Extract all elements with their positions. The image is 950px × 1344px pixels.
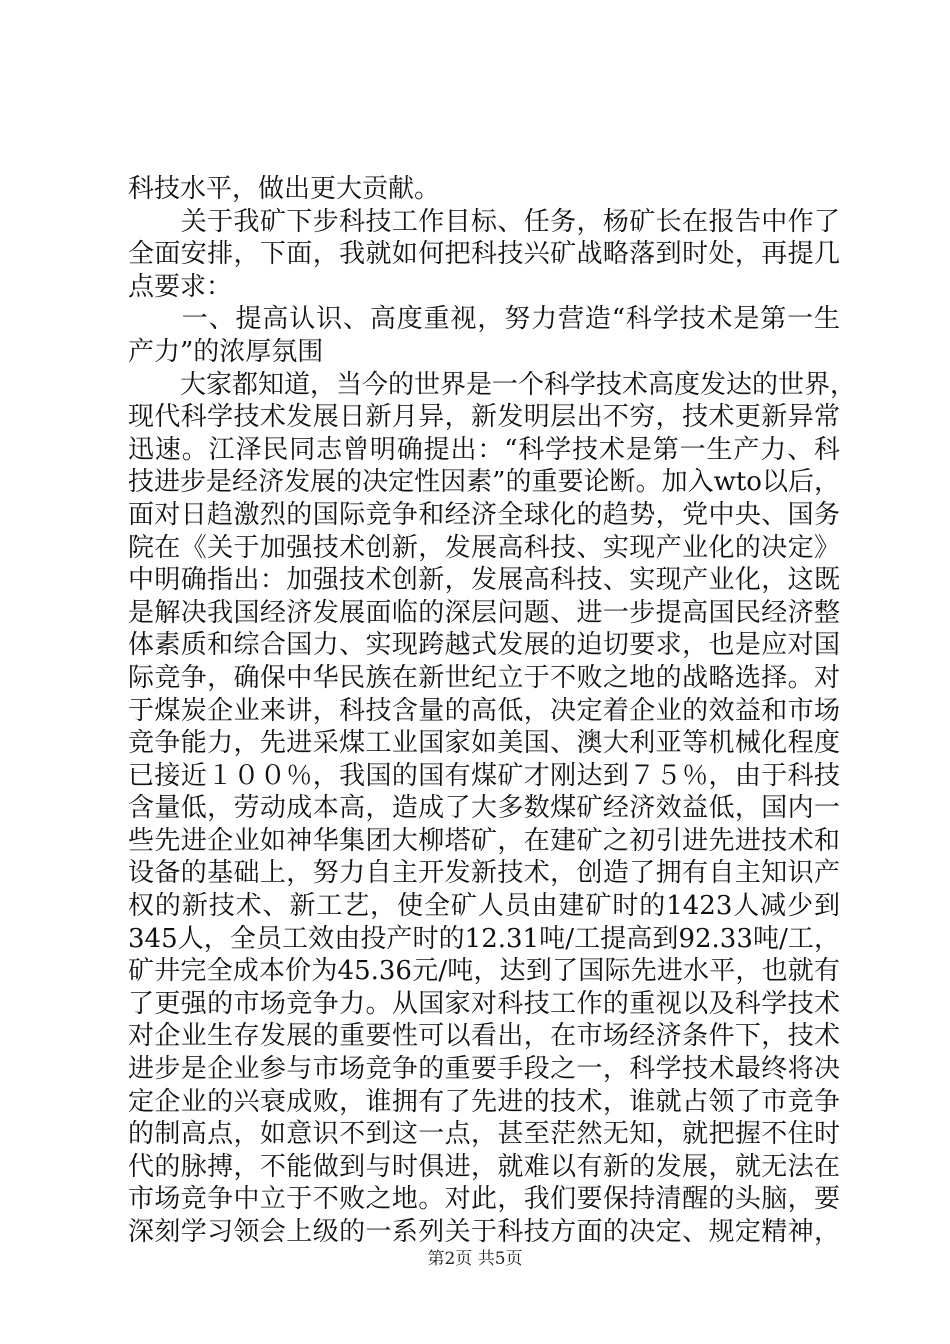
text-line: 产力”的浓厚氛围 (128, 336, 324, 367)
text-line: 关于我矿下步科技工作目标、任务，杨矿长在报告中作了 (128, 206, 840, 237)
text-line: 迅速。江泽民同志曾明确提出：“科学技术是第一生产力、科 (128, 434, 840, 465)
text-line: 院在《关于加强技术创新，发展高科技、实现产业化的决定》 (128, 532, 840, 563)
document-body (128, 173, 857, 1249)
text-line: 全面安排，下面，我就如何把科技兴矿战略落到时处，再提几 (128, 239, 840, 270)
text-line: 市场竞争中立于不败之地。对此，我们要保持清醒的头脑，要 (128, 1184, 840, 1215)
text-line: 代的脉搏，不能做到与时俱进，就难以有新的发展，就无法在 (128, 1151, 840, 1182)
text-line: 点要求： (128, 271, 233, 302)
text-line: 345人，全员工效由投产时的12.31吨/工提高到92.33吨/工， (128, 923, 840, 954)
text-line: 于煤炭企业来讲，科技含量的高低，决定着企业的效益和市场 (128, 695, 840, 726)
text-line: 技进步是经济发展的决定性因素”的重要论断。加入wto以后， (128, 467, 840, 498)
text-line: 际竞争，确保中华民族在新世纪立于不败之地的战略选择。对 (128, 662, 840, 693)
text-line: 些先进企业如神华集团大柳塔矿，在建矿之初引进先进技术和 (128, 825, 840, 856)
text-line: 设备的基础上，努力自主开发新技术，创造了拥有自主知识产 (128, 858, 840, 889)
text-line: 体素质和综合国力、实现跨越式发展的迫切要求，也是应对国 (128, 630, 840, 661)
page-footer: 第2页 共5页 (427, 1249, 523, 1269)
text-line: 进步是企业参与市场竞争的重要手段之一，科学技术最终将决 (128, 1054, 840, 1085)
text-line: 深刻学习领会上级的一系列关于科技方面的决定、规定精神， (128, 1217, 840, 1247)
text-line: 大家都知道，当今的世界是一个科学技术高度发达的世界， (128, 369, 857, 400)
text-line: 中明确指出：加强技术创新，发展高科技、实现产业化，这既 (128, 565, 840, 596)
text-line: 是解决我国经济发展面临的深层问题、进一步提高国民经济整 (128, 597, 840, 628)
text-line: 科技水平，做出更大贡献。 (128, 174, 441, 204)
text-line: 现代科学技术发展日新月异，新发明层出不穷，技术更新异常 (128, 402, 840, 433)
text-line: 矿井完全成本价为45.36元/吨，达到了国际先进水平，也就有 (128, 956, 840, 987)
text-line: 的制高点，如意识不到这一点，甚至茫然无知，就把握不住时 (128, 1119, 840, 1150)
text-line: 权的新技术、新工艺，使全矿人员由建矿时的1423人减少到 (128, 891, 840, 922)
text-line: 含量低，劳动成本高，造成了大多数煤矿经济效益低，国内一 (128, 793, 840, 824)
text-line: 了更强的市场竞争力。从国家对科技工作的重视以及科学技术 (128, 988, 840, 1019)
text-line: 已接近１００％，我国的国有煤矿才刚达到７５％，由于科技 (128, 760, 840, 791)
text-line: 竞争能力，先进采煤工业国家如美国、澳大利亚等机械化程度 (128, 728, 840, 759)
text-line: 定企业的兴衰成败，谁拥有了先进的技术，谁就占领了市竞争 (128, 1086, 840, 1117)
text-line: 面对日趋激烈的国际竞争和经济全球化的趋势，党中央、国务 (128, 499, 840, 530)
text-line: 对企业生存发展的重要性可以看出，在市场经济条件下，技术 (128, 1021, 840, 1052)
text-line: 一、提高认识、高度重视，努力营造“科学技术是第一生 (128, 304, 840, 335)
